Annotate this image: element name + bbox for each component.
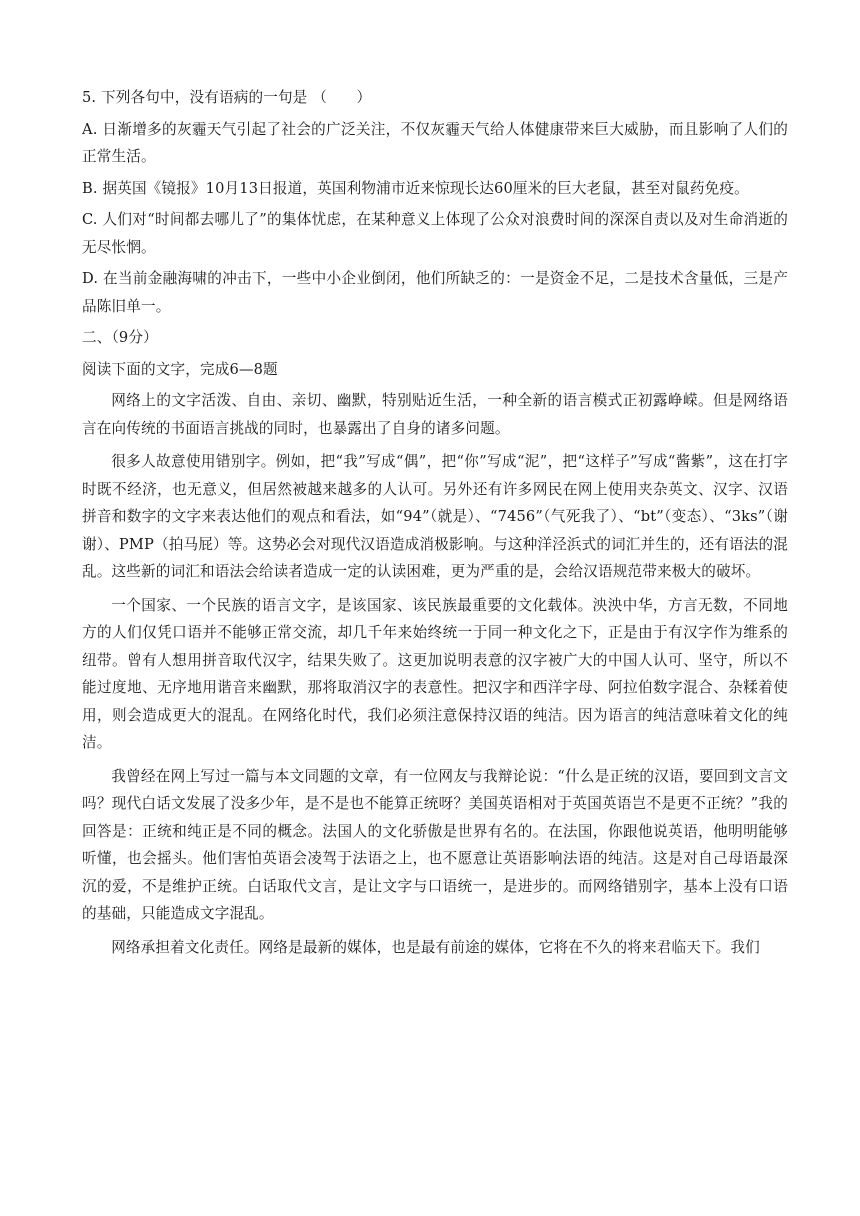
question-5-stem: 5. 下列各句中，没有语病的一句是 （ ） (82, 89, 372, 106)
passage-paragraph-4: 我曾经在网上写过一篇与本文同题的文章，有一位网友与我辩论说：“什么是正统的汉语，要回到文言文吗？现代白话文发展了没多少年，是不是也不能算正统呀？美国英语相对于英国英语岂不是更不正统？”我的回答是：正统和纯正是不同的概念。法国人的文化骄傲是世界有名的。在法国，你跟他说英语，他明明能够听懂，也会摇头。他们害怕英语会凌驾于法语之上，也不愿意让英语影响法语的纯洁。这是对自己母语最深沉的爱，不是维护正统。白话取代文言，是让文字与口语统一，是进步的。而网络错别字，基本上没有口语的基础，只能造成文字混乱。 (82, 767, 788, 922)
passage-paragraph-3: 一个国家、一个民族的语言文字，是该国家、该民族最重要的文化载体。泱泱中华，方言无数，不同地方的人们仅凭口语并不能够正常交流，却几千年来始终统一于同一种文化之下，正是由于有汉字作为维系的纽带。曾有人想用拼音取代汉字，结果失败了。这更加说明表意的汉字被广大的中国人认可、坚守，所以不能过度地、无序地用谐音来幽默，那将取消汉字的表意性。把汉字和西洋字母、阿拉伯数字混合、杂糅着使用，则会造成更大的混乱。在网络化时代，我们必须注意保持汉语的纯洁。因为语言的纯洁意味着文化的纯洁。 (82, 596, 788, 751)
question-5-option-c: C. 人们对“时间都去哪儿了”的集体忧虑，在某种意义上体现了公众对浪费时间的深深自责以及对生命消逝的无尽怅惘。 (82, 211, 788, 256)
passage-paragraph-1: 网络上的文字活泼、自由、亲切、幽默，特别贴近生活，一种全新的语言模式正初露峥嵘。但是网络语言在向传统的书面语言挑战的同时，也暴露出了自身的诸多问题。 (82, 392, 788, 437)
document-page (82, 84, 788, 961)
passage-paragraph-5: 网络承担着文化责任。网络是最新的媒体，也是最有前途的媒体，它将在不久的将来君临天下。我们 (111, 938, 760, 956)
question-5-option-a: A. 日渐增多的灰霾天气引起了社会的广泛关注，不仅灰霾天气给人体健康带来巨大威胁，而且影响了人们的正常生活。 (82, 120, 788, 165)
question-5-option-d: D. 在当前金融海啸的冲击下，一些中小企业倒闭，他们所缺乏的：一是资金不足，二是技术含量低，三是产品陈旧单一。 (82, 270, 788, 315)
section-2-heading: 二、（9分） (82, 329, 158, 346)
question-5-option-b: B. 据英国《镜报》10月13日报道，英国利物浦市近来惊现长达60厘米的巨大老鼠，甚至对鼠药免疫。 (82, 179, 749, 197)
passage-paragraph-2: 很多人故意使用错别字。例如，把“我”写成“偶”，把“你”写成“泥”，把“这样子”写成“酱紫”，这在打字时既不经济，也无意义，但居然被越来越多的人认可。另外还有许多网民在网上使用夹杂英文、汉字、汉语拼音和数字的文字来表达他们的观点和看法，如“94”（就是）、“7456”（气死我了）、“bt”（变态）、“3ks”（谢谢）、PMP（拍马屁）等。这势必会对现代汉语造成消极影响。与这种洋泾浜式的词汇并生的，还有语法的混乱。这些新的词汇和语法会给读者造成一定的认读困难，更为严重的是，会给汉语规范带来极大的破坏。 (82, 453, 788, 580)
section-2-instruction: 阅读下面的文字，完成6—8题 (82, 360, 278, 378)
